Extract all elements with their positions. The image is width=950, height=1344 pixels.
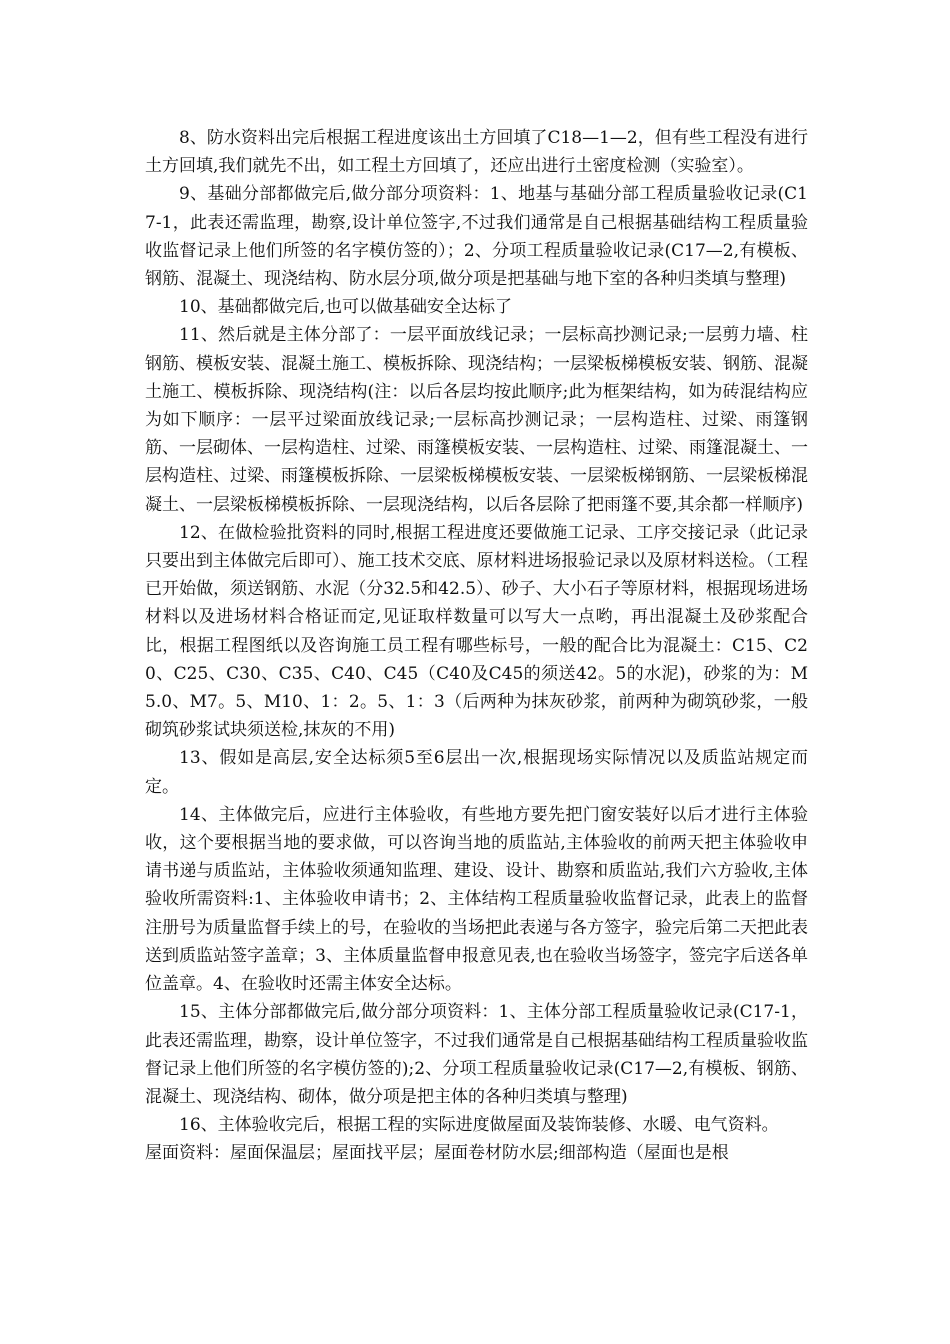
paragraph-11: 11、然后就是主体分部了：一层平面放线记录；一层标高抄测记录;一层剪力墙、柱钢筋、模板安装、混凝土施工、模板拆除、现浇结构；一层梁板梯模板安装、钢筋、混凝土施工、模板拆除、现浇结构(注：以后各层均按此顺序;此为框架结构，如为砖混结构应为如下顺序：一层平过梁面放线记录;一层标高抄测记录；一层构造柱、过梁、雨篷钢筋、一层砌体、一层构造柱、过梁、雨篷模板安装、一层构造柱、过梁、雨篷混凝土、一层构造柱、过梁、雨篷模板拆除、一层梁板梯模板安装、一层梁板梯钢筋、一层梁板梯混凝土、一层梁板梯模板拆除、一层现浇结构，以后各层除了把雨篷不要,其余都一样顺序): [145, 325, 808, 515]
paragraph-14: 14、主体做完后，应进行主体验收，有些地方要先把门窗安装好以后才进行主体验收，这个要根据当地的要求做，可以咨询当地的质监站,主体验收的前两天把主体验收申请书递与质监站，主体验收须通知监理、建设、设计、勘察和质监站,我们六方验收,主体验收所需资料:1、主体验收申请书；2、主体结构工程质量验收监督记录，此表上的监督注册号为质量监督手续上的号，在验收的当场把此表递与各方签字，验完后第二天把此表送到质监站签字盖章；3、主体质量监督申报意见表,也在验收当场签字，签完字后送各单位盖章。4、在验收时还需主体安全达标。: [145, 804, 808, 995]
paragraph-16: 16、主体验收完后，根据工程的实际进度做屋面及装饰装修、水暖、电气资料。: [179, 1115, 779, 1136]
paragraph-9: 9、基础分部都做完后,做分部分项资料：1、地基与基础分部工程质量验收记录(C17-1，此表还需监理，勘察,设计单位签字,不过我们通常是自己根据基础结构工程质量验收监督记录上他们所签的名字模仿签的）；2、分项工程质量验收记录(C17—2,有模板、钢筋、混凝土、现浇结构、防水层分项,做分项是把基础与地下室的各种归类填与整理): [145, 184, 808, 290]
paragraph-13: 13、假如是高层,安全达标须5至6层出一次,根据现场实际情况以及质监站规定而定。: [145, 748, 808, 797]
paragraph-10: 10、基础都做完后,也可以做基础安全达标了: [179, 297, 513, 318]
paragraph-roof-materials: 屋面资料：屋面保温层；屋面找平层；屋面卷材防水层;细部构造（屋面也是根: [145, 1143, 729, 1164]
paragraph-8: 8、防水资料出完后根据工程进度该出土方回填了C18—1—2，但有些工程没有进行土方回填,我们就先不出，如工程土方回填了，还应出进行土密度检测（实验室）。: [145, 128, 808, 177]
paragraph-15: 15、主体分部都做完后,做分部分项资料：1、主体分部工程质量验收记录(C17-1，此表还需监理，勘察，设计单位签字，不过我们通常是自己根据基础结构工程质量验收监督记录上他们所签的名字模仿签的);2、分项工程质量验收记录(C17—2,有模板、钢筋、混凝土、现浇结构、砌体，做分项是把主体的各种归类填与整理): [145, 1002, 808, 1107]
document-body: [145, 124, 808, 1168]
paragraph-12: 12、在做检验批资料的同时,根据工程进度还要做施工记录、工序交接记录（此记录只要出到主体做完后即可）、施工技术交底、原材料进场报验记录以及原材料送检。（工程已开始做，须送钢筋、水泥（分32.5和42.5）、砂子、大小石子等原材料，根据现场进场材料以及进场材料合格证而定,见证取样数量可以写大一点哟，再出混凝土及砂浆配合比，根据工程图纸以及咨询施工员工程有哪些标号，一般的配合比为混凝土：C15、C20、C25、C30、C35、C40、C45（C40及C45的须送42。5的水泥)，砂浆的为：M5.0、M7。5、M10、1：2。5、1：3（后两种为抹灰砂浆，前两种为砌筑砂浆，一般砌筑砂浆试块须送检,抹灰的不用): [145, 522, 808, 741]
